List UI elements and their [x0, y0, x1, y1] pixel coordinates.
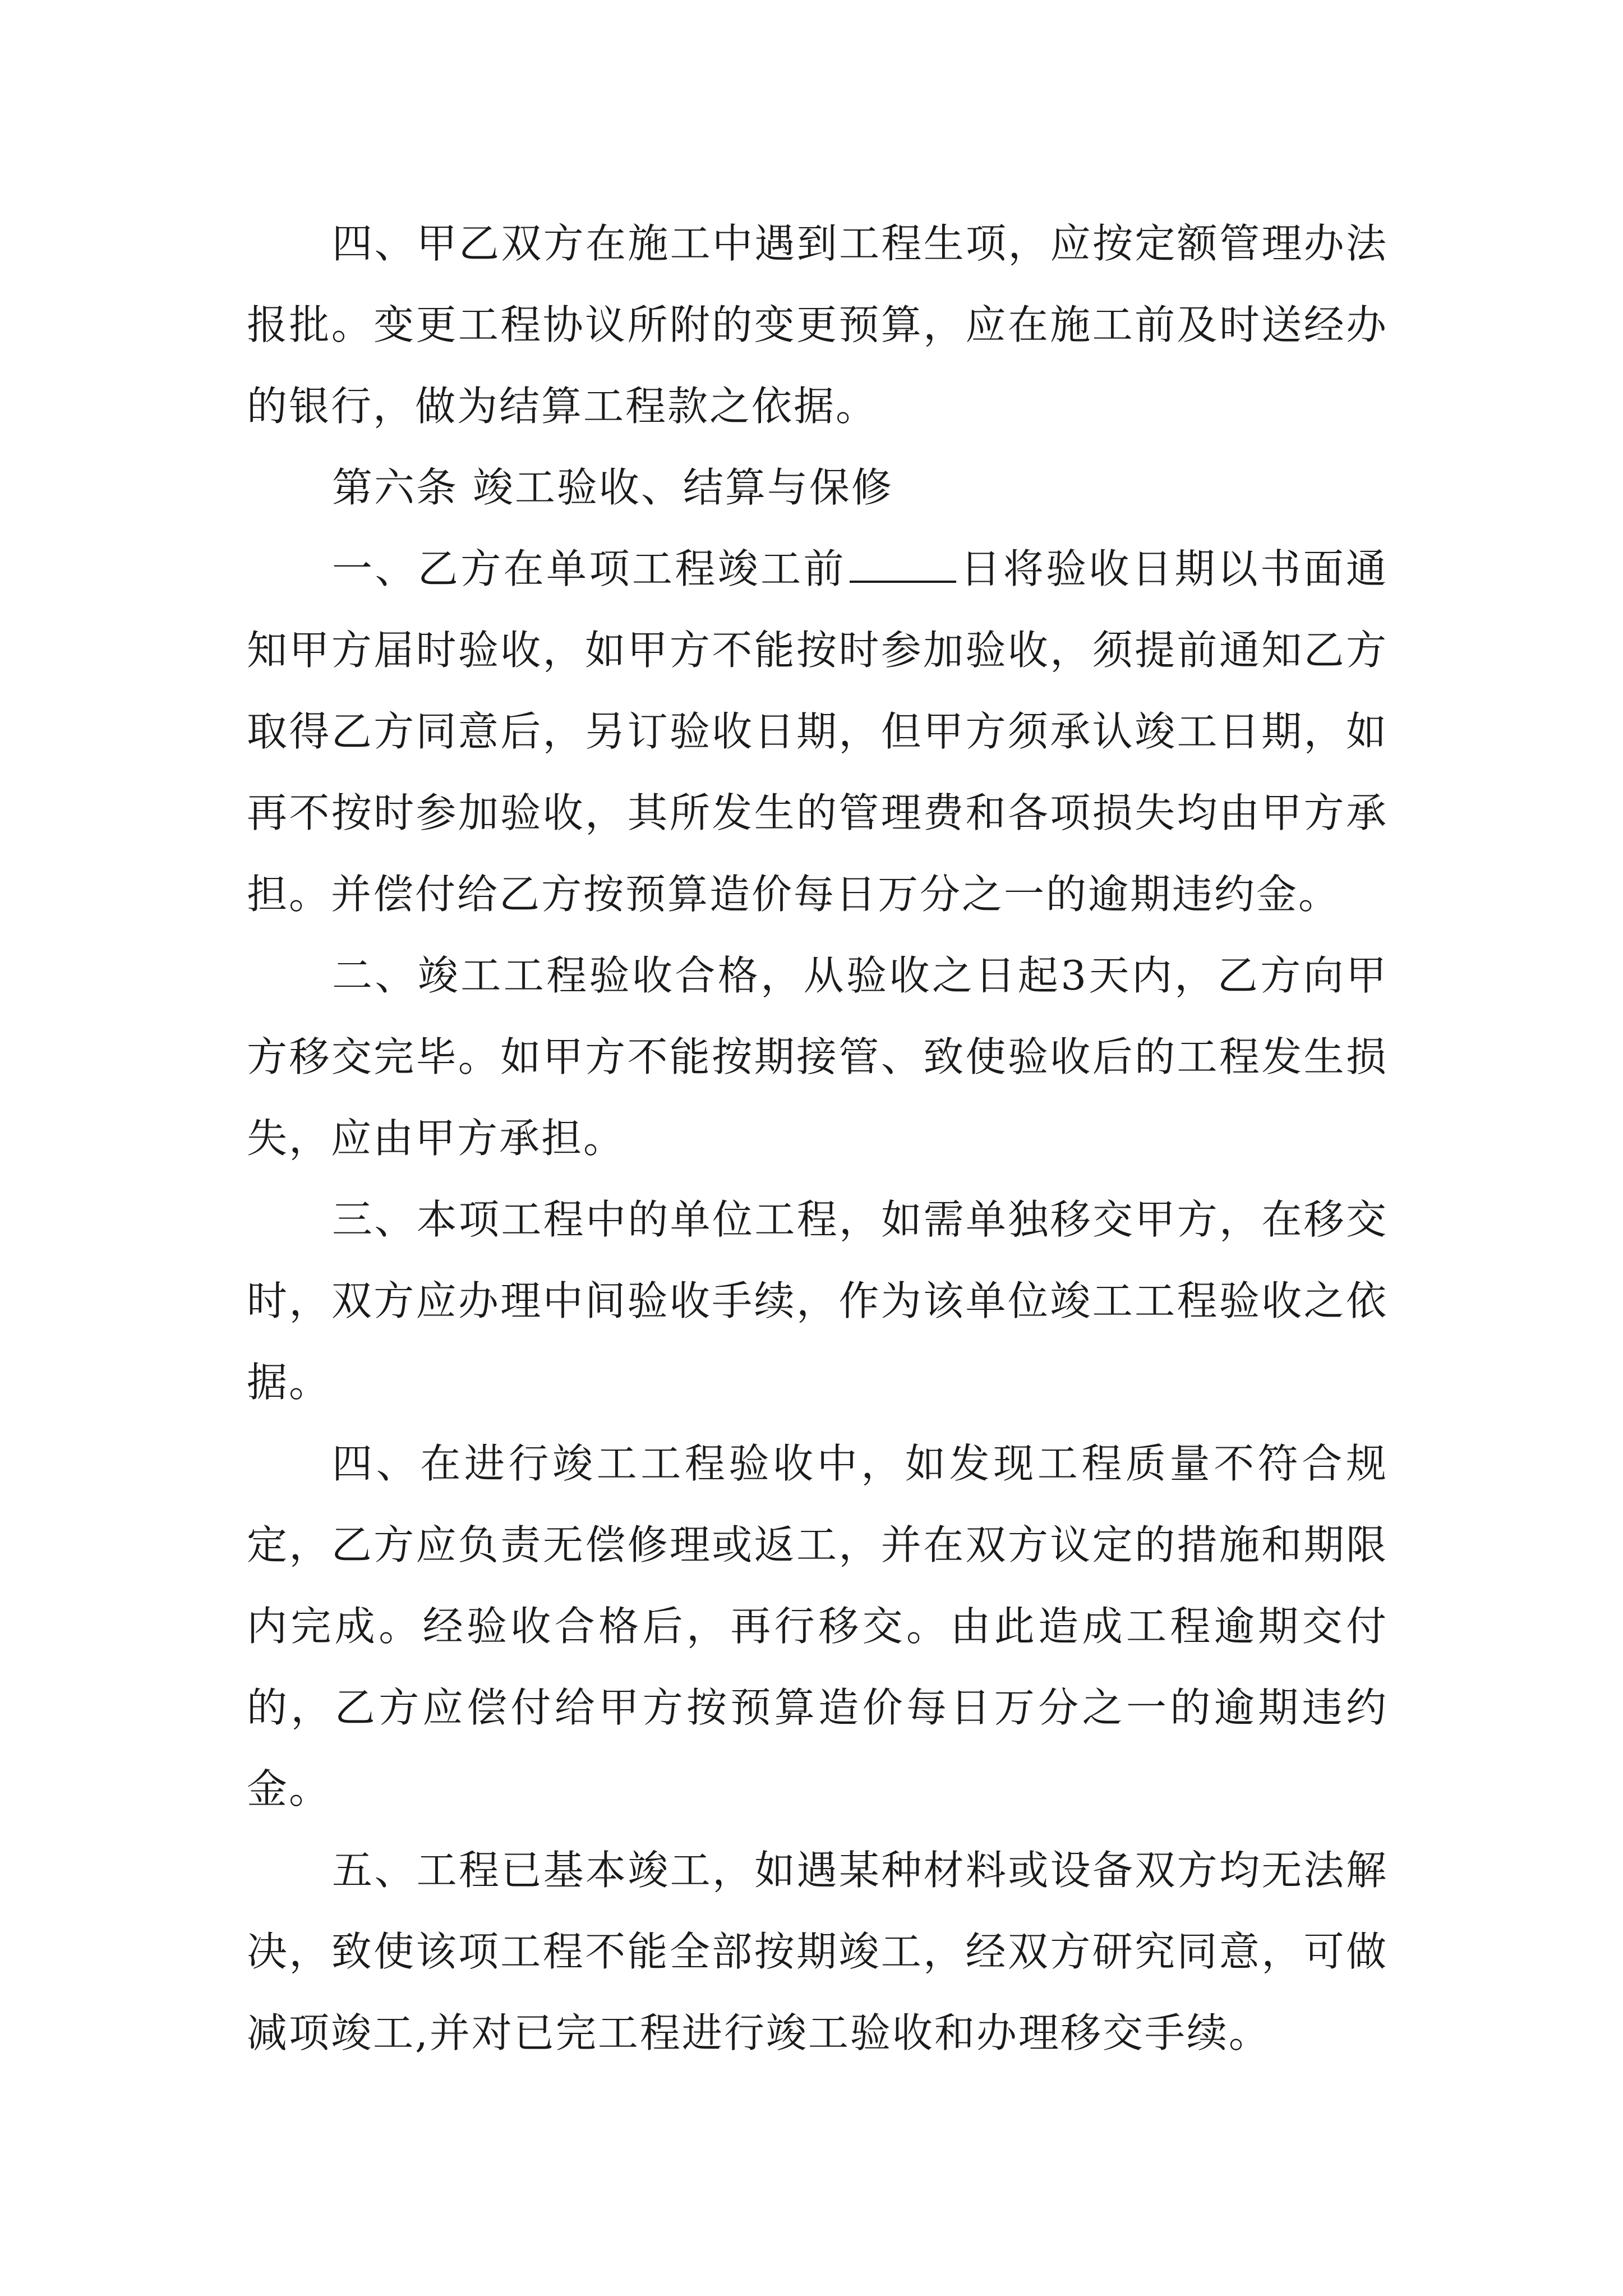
- clause-1-text-before-blank: 一、乙方在单项工程竣工前: [332, 545, 846, 592]
- paragraph-clause-3-unit-works: 三、本项工程中的单位工程，如需单独移交甲方，在移交时，双方应办理中间验收手续，作为该单位竣工工程验收之依据。: [247, 1196, 1388, 1406]
- section-heading-article-6: 第六条 竣工验收、结算与保修: [332, 464, 893, 511]
- paragraph-clause-5-partial-completion: 五、工程已基本竣工，如遇某种材料或设备双方均无法解决，致使该项工程不能全部按期竣工，经双方研究同意，可做减项竣工,并对已完工程进行竣工验收和办理移交手续。: [247, 1847, 1388, 2056]
- clause-1-text-after-blank: 日将验收日期以书面通知甲方届时验收，如甲方不能按时参加验收，须提前通知乙方取得乙方同意后，另订验收日期，但甲方须承认竣工日期，如再不按时参加验收，其所发生的管理费和各项损失均由甲方承担。并偿付给乙方按预算造价每日万分之一的逾期违约金。: [247, 545, 1388, 918]
- document-body: [247, 203, 1388, 2074]
- paragraph-clause-2-handover: 二、竣工工程验收合格，从验收之日起3天内，乙方向甲方移交完毕。如甲方不能按期接管、致使验收后的工程发生损失，应由甲方承担。: [247, 952, 1388, 1162]
- fill-in-blank-days: [850, 547, 956, 583]
- paragraph-clause-4-quality: 四、在进行竣工工程验收中，如发现工程质量不符合规定，乙方应负责无偿修理或返工，并在双方议定的措施和期限内完成。经验收合格后，再行移交。由此造成工程逾期交付的，乙方应偿付给甲方按预算造价每日万分之一的逾期违约金。: [247, 1440, 1388, 1812]
- paragraph-clause-1-acceptance: [247, 528, 1388, 935]
- paragraph-clause-4-changes: 四、甲乙双方在施工中遇到工程生项，应按定额管理办法报批。变更工程协议所附的变更预算，应在施工前及时送经办的银行，做为结算工程款之依据。: [247, 220, 1388, 430]
